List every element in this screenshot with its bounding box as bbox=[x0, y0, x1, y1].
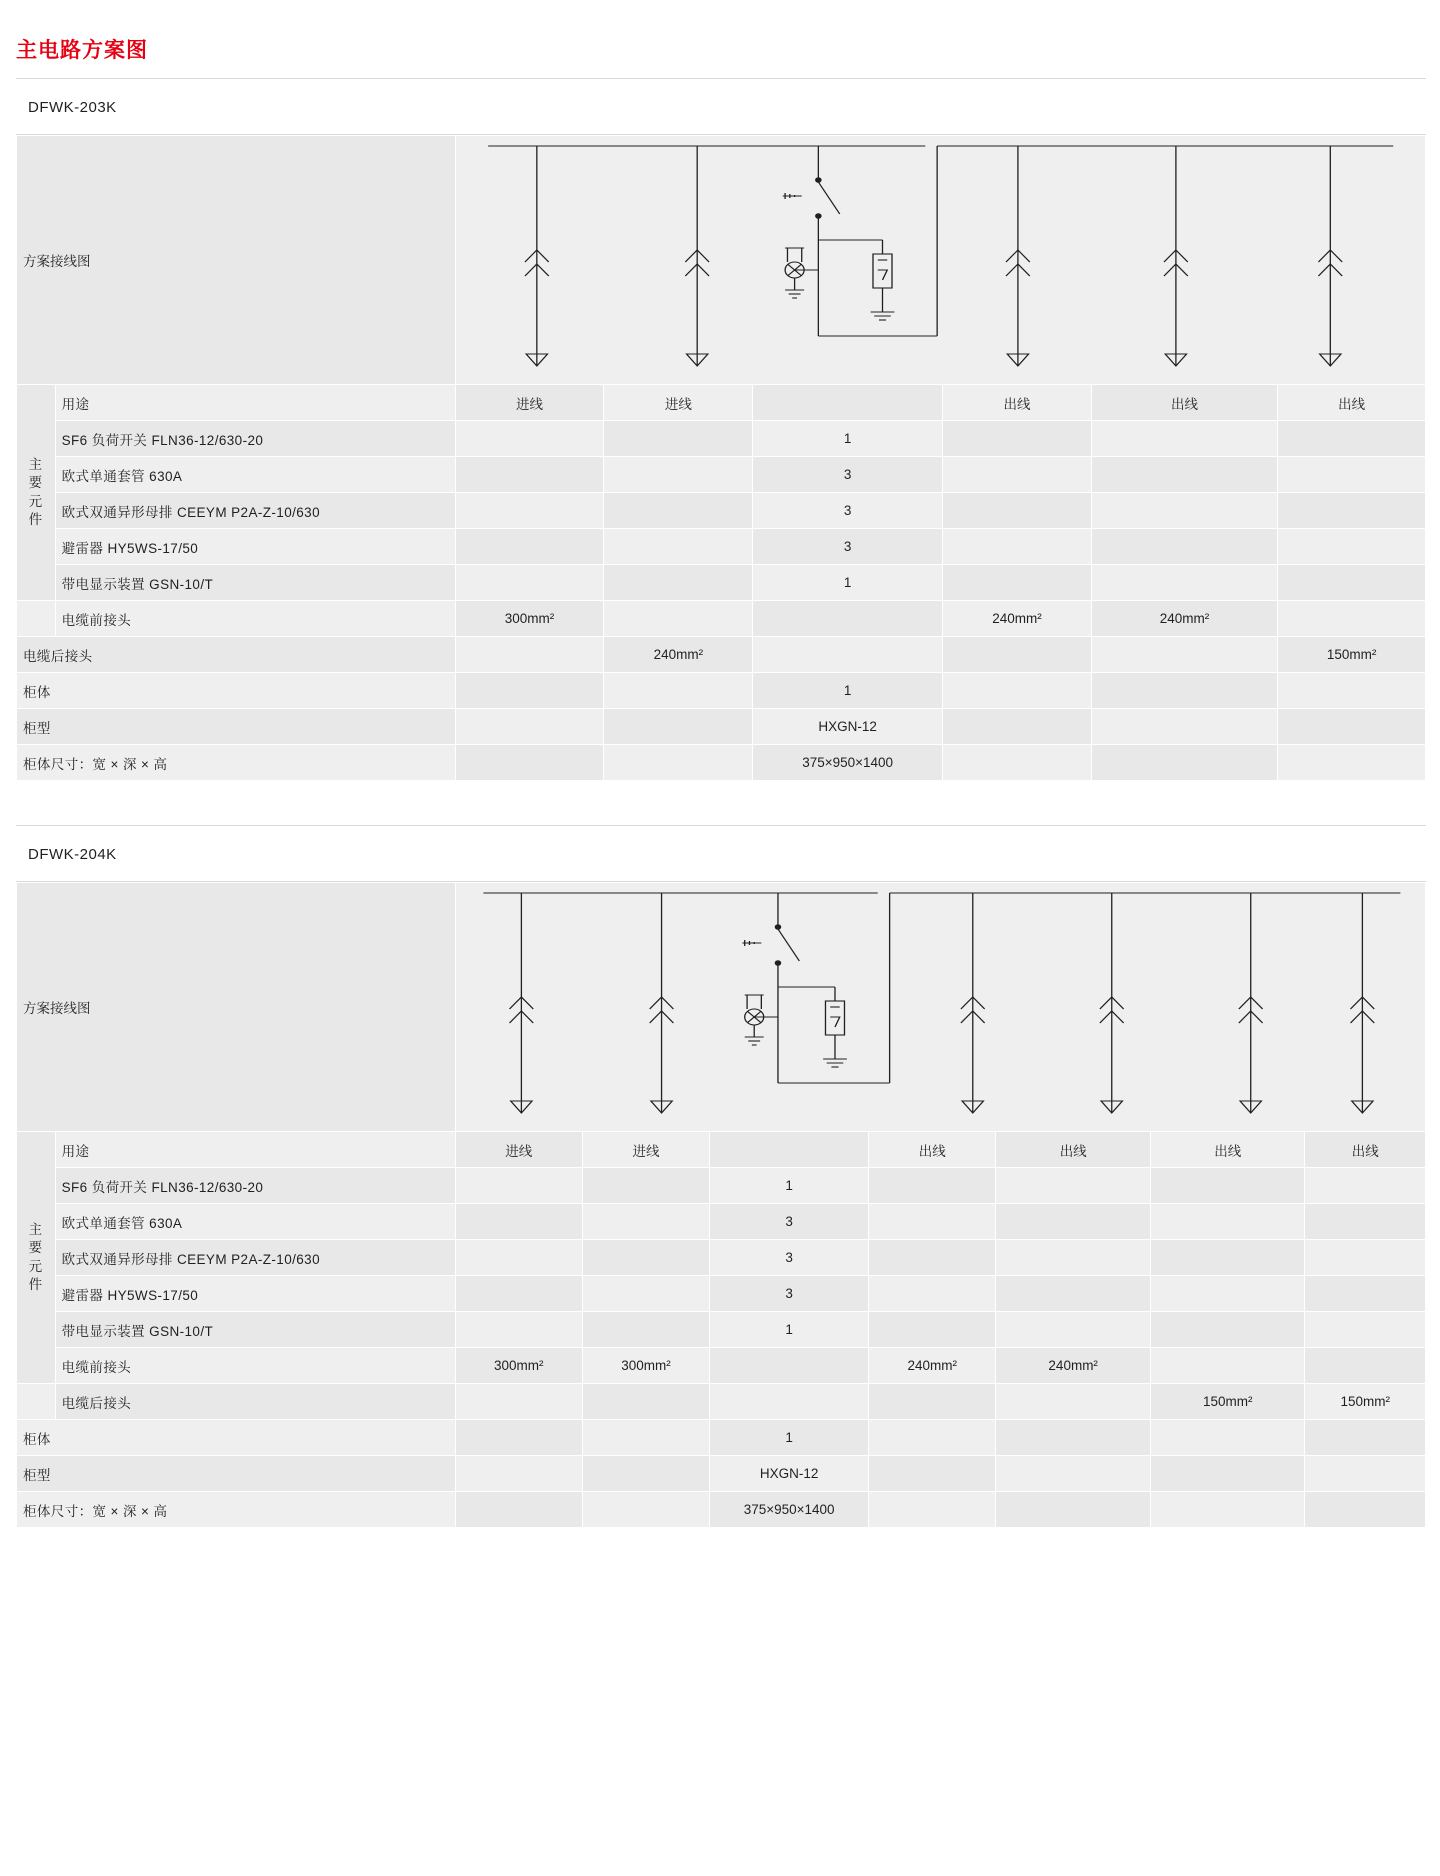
diagram-row bbox=[17, 883, 1426, 1132]
row-label: 柜体尺寸：宽 × 深 × 高 bbox=[17, 1492, 456, 1528]
row-label: 电缆前接头 bbox=[55, 1348, 455, 1384]
usage-cell bbox=[753, 385, 943, 421]
row-cell bbox=[1305, 1276, 1426, 1312]
row-label: 欧式双通异形母排 CEEYM P2A-Z-10/630 bbox=[55, 493, 455, 529]
table-row bbox=[17, 1348, 1426, 1384]
spec-table-dfwk-204k bbox=[16, 882, 1426, 1528]
table-row bbox=[17, 565, 1426, 601]
row-cell bbox=[996, 1456, 1151, 1492]
row-label: 避雷器 HY5WS-17/50 bbox=[55, 1276, 455, 1312]
row-label: 柜型 bbox=[17, 1456, 456, 1492]
row-label: 柜体 bbox=[17, 673, 456, 709]
row-cell bbox=[1278, 565, 1426, 601]
row-cell bbox=[753, 637, 943, 673]
row-cell bbox=[1305, 1168, 1426, 1204]
usage-cell: 进线 bbox=[582, 1132, 709, 1168]
row-cell bbox=[1305, 1348, 1426, 1384]
row-label: 用途 bbox=[55, 1132, 455, 1168]
row-cell bbox=[1091, 421, 1277, 457]
row-cell bbox=[1278, 745, 1426, 781]
row-cell bbox=[1150, 1456, 1305, 1492]
row-cell bbox=[455, 637, 604, 673]
row-cell bbox=[1278, 529, 1426, 565]
usage-cell: 出线 bbox=[1305, 1132, 1426, 1168]
block-header-title: DFWK-203K bbox=[28, 99, 117, 116]
usage-cell: 出线 bbox=[996, 1132, 1151, 1168]
scheme-block-dfwk-204k bbox=[16, 825, 1426, 1528]
row-cell bbox=[869, 1312, 996, 1348]
row-cell bbox=[943, 637, 1092, 673]
usage-cell: 出线 bbox=[1091, 385, 1277, 421]
table-row bbox=[17, 1420, 1426, 1456]
row-cell: 3 bbox=[710, 1204, 869, 1240]
row-cell bbox=[455, 529, 604, 565]
row-cell bbox=[1150, 1204, 1305, 1240]
table-row bbox=[17, 529, 1426, 565]
row-cell bbox=[1091, 709, 1277, 745]
table-row bbox=[17, 1492, 1426, 1528]
row-cell bbox=[869, 1240, 996, 1276]
row-cell bbox=[455, 1456, 582, 1492]
table-row bbox=[17, 457, 1426, 493]
row-cell bbox=[455, 673, 604, 709]
row-cell bbox=[1150, 1492, 1305, 1528]
row-cell bbox=[1091, 745, 1277, 781]
row-cell bbox=[455, 457, 604, 493]
row-cell bbox=[455, 493, 604, 529]
row-label: SF6 负荷开关 FLN36-12/630-20 bbox=[55, 1168, 455, 1204]
row-cell bbox=[996, 1492, 1151, 1528]
row-cell bbox=[943, 529, 1092, 565]
row-cell bbox=[869, 1276, 996, 1312]
table-row bbox=[17, 1312, 1426, 1348]
row-cell bbox=[996, 1384, 1151, 1420]
row-cell: HXGN-12 bbox=[710, 1456, 869, 1492]
row-cell bbox=[1150, 1276, 1305, 1312]
row-cell bbox=[604, 529, 753, 565]
row-cell bbox=[943, 673, 1092, 709]
row-label: 带电显示装置 GSN-10/T bbox=[55, 1312, 455, 1348]
row-cell bbox=[1150, 1312, 1305, 1348]
row-cell bbox=[996, 1240, 1151, 1276]
spacer-cell bbox=[17, 1384, 56, 1420]
wiring-diagram-svg bbox=[462, 883, 1419, 1131]
row-cell bbox=[604, 745, 753, 781]
row-cell bbox=[455, 1384, 582, 1420]
table-row bbox=[17, 709, 1426, 745]
row-cell bbox=[455, 1204, 582, 1240]
row-cell: 1 bbox=[710, 1312, 869, 1348]
row-cell bbox=[1091, 529, 1277, 565]
row-cell bbox=[869, 1420, 996, 1456]
row-cell: 3 bbox=[710, 1276, 869, 1312]
row-label: 电缆前接头 bbox=[55, 601, 455, 637]
row-cell: 150mm² bbox=[1278, 637, 1426, 673]
usage-cell bbox=[710, 1132, 869, 1168]
row-cell bbox=[582, 1456, 709, 1492]
row-cell: 3 bbox=[710, 1240, 869, 1276]
row-cell bbox=[943, 565, 1092, 601]
table-row bbox=[17, 1240, 1426, 1276]
row-cell bbox=[455, 565, 604, 601]
row-cell bbox=[455, 709, 604, 745]
table-row bbox=[17, 493, 1426, 529]
table-row bbox=[17, 1456, 1426, 1492]
row-cell: 300mm² bbox=[455, 601, 604, 637]
row-cell bbox=[582, 1312, 709, 1348]
wiring-diagram-204k bbox=[455, 883, 1425, 1132]
row-cell bbox=[604, 565, 753, 601]
diagram-label: 方案接线图 bbox=[17, 136, 456, 385]
row-cell: 1 bbox=[710, 1420, 869, 1456]
row-cell bbox=[943, 745, 1092, 781]
row-cell bbox=[996, 1312, 1151, 1348]
row-cell bbox=[604, 709, 753, 745]
wiring-diagram-203k bbox=[455, 136, 1425, 385]
row-cell bbox=[455, 1492, 582, 1528]
row-cell bbox=[582, 1276, 709, 1312]
row-label: 柜体 bbox=[17, 1420, 456, 1456]
row-cell: 1 bbox=[753, 421, 943, 457]
usage-cell: 进线 bbox=[604, 385, 753, 421]
row-cell: 150mm² bbox=[1150, 1384, 1305, 1420]
diagram-row bbox=[17, 136, 1426, 385]
row-label: 欧式双通异形母排 CEEYM P2A-Z-10/630 bbox=[55, 1240, 455, 1276]
row-cell bbox=[582, 1420, 709, 1456]
row-cell bbox=[869, 1384, 996, 1420]
row-cell bbox=[1091, 565, 1277, 601]
row-label: 柜型 bbox=[17, 709, 456, 745]
row-cell bbox=[582, 1492, 709, 1528]
usage-row bbox=[17, 1132, 1426, 1168]
row-cell: 375×950×1400 bbox=[753, 745, 943, 781]
table-row bbox=[17, 673, 1426, 709]
usage-cell: 出线 bbox=[869, 1132, 996, 1168]
row-cell bbox=[582, 1240, 709, 1276]
usage-cell: 进线 bbox=[455, 385, 604, 421]
row-cell bbox=[710, 1348, 869, 1384]
row-cell bbox=[604, 601, 753, 637]
row-cell: 240mm² bbox=[996, 1348, 1151, 1384]
row-cell bbox=[943, 493, 1092, 529]
row-cell: 150mm² bbox=[1305, 1384, 1426, 1420]
row-label: 用途 bbox=[55, 385, 455, 421]
row-cell bbox=[1150, 1168, 1305, 1204]
row-cell bbox=[943, 421, 1092, 457]
table-row bbox=[17, 637, 1426, 673]
row-label: 避雷器 HY5WS-17/50 bbox=[55, 529, 455, 565]
row-cell bbox=[1278, 421, 1426, 457]
row-cell: 1 bbox=[753, 673, 943, 709]
row-cell bbox=[1305, 1420, 1426, 1456]
row-label: 柜体尺寸：宽 × 深 × 高 bbox=[17, 745, 456, 781]
row-cell bbox=[1278, 673, 1426, 709]
usage-row bbox=[17, 385, 1426, 421]
row-cell bbox=[996, 1204, 1151, 1240]
row-cell bbox=[455, 1168, 582, 1204]
row-cell bbox=[582, 1204, 709, 1240]
row-cell: 300mm² bbox=[455, 1348, 582, 1384]
scheme-block-dfwk-203k bbox=[16, 79, 1426, 781]
row-cell bbox=[710, 1384, 869, 1420]
table-row bbox=[17, 745, 1426, 781]
table-row bbox=[17, 421, 1426, 457]
row-cell: 300mm² bbox=[582, 1348, 709, 1384]
spec-table-dfwk-203k bbox=[16, 135, 1426, 781]
row-cell bbox=[943, 457, 1092, 493]
row-cell bbox=[1278, 457, 1426, 493]
row-cell bbox=[1278, 493, 1426, 529]
row-cell bbox=[1091, 637, 1277, 673]
row-label: 电缆后接头 bbox=[17, 637, 456, 673]
row-label: 电缆后接头 bbox=[55, 1384, 455, 1420]
block-spacer bbox=[0, 781, 1440, 825]
row-label: 带电显示装置 GSN-10/T bbox=[55, 565, 455, 601]
row-cell bbox=[869, 1492, 996, 1528]
spacer-cell bbox=[17, 601, 56, 637]
row-cell: 1 bbox=[710, 1168, 869, 1204]
row-cell: 240mm² bbox=[943, 601, 1092, 637]
row-cell bbox=[1305, 1240, 1426, 1276]
row-cell: HXGN-12 bbox=[753, 709, 943, 745]
row-cell bbox=[455, 1240, 582, 1276]
row-cell: 3 bbox=[753, 529, 943, 565]
row-cell bbox=[753, 601, 943, 637]
row-cell bbox=[1278, 709, 1426, 745]
row-cell bbox=[1150, 1240, 1305, 1276]
row-cell bbox=[1150, 1348, 1305, 1384]
row-cell: 375×950×1400 bbox=[710, 1492, 869, 1528]
row-cell bbox=[1091, 673, 1277, 709]
usage-cell: 进线 bbox=[455, 1132, 582, 1168]
row-cell bbox=[943, 709, 1092, 745]
row-cell bbox=[604, 421, 753, 457]
group-label-main-components: 主 要 元 件 bbox=[17, 1132, 56, 1384]
row-cell bbox=[455, 421, 604, 457]
row-cell: 240mm² bbox=[1091, 601, 1277, 637]
table-row bbox=[17, 1384, 1426, 1420]
page-title: 主电路方案图 bbox=[16, 39, 148, 62]
row-cell bbox=[1305, 1456, 1426, 1492]
row-cell bbox=[455, 1420, 582, 1456]
row-cell bbox=[1305, 1204, 1426, 1240]
row-cell bbox=[1305, 1492, 1426, 1528]
row-cell bbox=[582, 1384, 709, 1420]
row-cell bbox=[604, 673, 753, 709]
table-row bbox=[17, 601, 1426, 637]
usage-cell: 出线 bbox=[1278, 385, 1426, 421]
row-cell bbox=[455, 1276, 582, 1312]
row-cell bbox=[1091, 457, 1277, 493]
row-cell: 3 bbox=[753, 493, 943, 529]
row-label: 欧式单通套管 630A bbox=[55, 457, 455, 493]
row-cell bbox=[455, 745, 604, 781]
row-cell bbox=[1150, 1420, 1305, 1456]
row-cell bbox=[604, 493, 753, 529]
row-cell bbox=[582, 1168, 709, 1204]
row-cell bbox=[996, 1276, 1151, 1312]
row-cell bbox=[604, 457, 753, 493]
row-cell: 3 bbox=[753, 457, 943, 493]
row-cell: 240mm² bbox=[604, 637, 753, 673]
row-cell bbox=[1305, 1312, 1426, 1348]
row-cell bbox=[869, 1204, 996, 1240]
row-cell bbox=[996, 1168, 1151, 1204]
row-cell: 240mm² bbox=[869, 1348, 996, 1384]
row-label: 欧式单通套管 630A bbox=[55, 1204, 455, 1240]
usage-cell: 出线 bbox=[943, 385, 1092, 421]
table-row bbox=[17, 1204, 1426, 1240]
row-cell bbox=[1091, 493, 1277, 529]
row-cell: 1 bbox=[753, 565, 943, 601]
wiring-diagram-svg bbox=[462, 136, 1419, 384]
block-header-title: DFWK-204K bbox=[28, 846, 117, 863]
table-row bbox=[17, 1168, 1426, 1204]
row-cell bbox=[1278, 601, 1426, 637]
row-label: SF6 负荷开关 FLN36-12/630-20 bbox=[55, 421, 455, 457]
usage-cell: 出线 bbox=[1150, 1132, 1305, 1168]
table-row bbox=[17, 1276, 1426, 1312]
diagram-label: 方案接线图 bbox=[17, 883, 456, 1132]
row-cell bbox=[869, 1456, 996, 1492]
row-cell bbox=[996, 1420, 1151, 1456]
row-cell bbox=[869, 1168, 996, 1204]
row-cell bbox=[455, 1312, 582, 1348]
group-label-main-components: 主 要 元 件 bbox=[17, 385, 56, 601]
